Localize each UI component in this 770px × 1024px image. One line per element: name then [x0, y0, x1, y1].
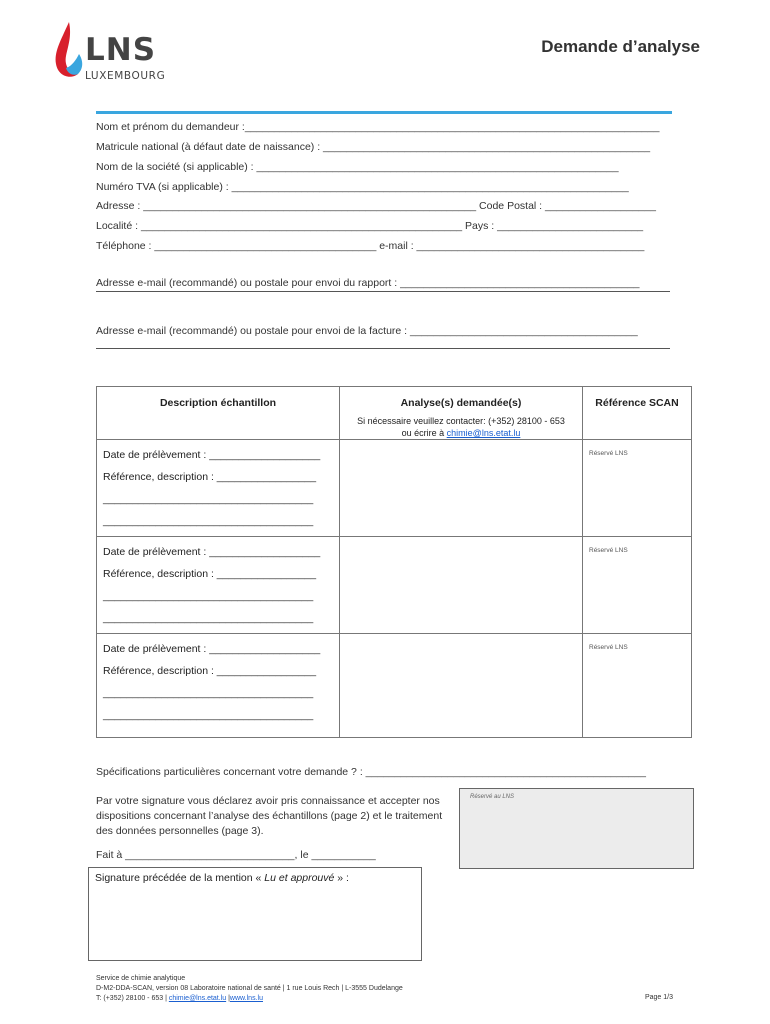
sample-extra-line[interactable]: ____________________________________	[103, 590, 314, 602]
col-header-description: Description échantillon	[97, 387, 340, 440]
scan-reference-cell: Réservé LNS	[583, 634, 692, 738]
invoice-address-field[interactable]: Adresse e-mail (recommandé) ou postale pour envoi de la facture : _______________________________________	[96, 325, 638, 337]
footer-email-link[interactable]: chimie@lns.etat.lu	[168, 995, 227, 1002]
sample-row	[97, 634, 692, 738]
sample-description-cell[interactable]	[97, 634, 340, 738]
footer-document-info: D-M2-DDA-SCAN, version 08 Laboratoire national de santé | 1 rue Louis Rech | L-3555 Dudelange	[96, 985, 403, 992]
sample-extra-line[interactable]: ____________________________________	[103, 515, 314, 527]
header-divider	[96, 111, 672, 114]
sample-reference-field[interactable]: Référence, description : _________________	[103, 471, 317, 483]
col-header-reference: Référence SCAN	[583, 387, 692, 440]
col-header-analyses: Analyse(s) demandée(s) Si nécessaire veuillez contacter: (+352) 28100 - 653 ou écrire à chimie@lns.etat.lu	[340, 387, 583, 440]
sample-extra-line[interactable]: ____________________________________	[103, 493, 314, 505]
address-postal-code-field[interactable]: Adresse : _________________________________________________________ Code Postal : ___________________	[96, 200, 656, 212]
requested-analyses-cell[interactable]	[340, 537, 583, 634]
samples-table	[96, 386, 692, 738]
sampling-date-field[interactable]: Date de prélèvement : ___________________	[103, 449, 321, 461]
vat-number-field[interactable]: Numéro TVA (si applicable) : ____________________________________________________________________	[96, 181, 629, 193]
sample-description-cell[interactable]	[97, 440, 340, 537]
scan-reference-cell: Réservé LNS	[583, 440, 692, 537]
requested-analyses-cell[interactable]	[340, 634, 583, 738]
phone-email-field[interactable]: Téléphone : ______________________________________ e-mail : _______________________________________	[96, 240, 645, 252]
footer-website-link[interactable]: www.lns.lu	[229, 995, 263, 1002]
report-address-line[interactable]	[96, 291, 670, 292]
logo-subtitle: LUXEMBOURG	[85, 70, 166, 82]
signature-box[interactable]	[88, 867, 422, 961]
contact-email-prefix: ou écrire à	[401, 428, 447, 438]
sample-reference-field[interactable]: Référence, description : _________________	[103, 665, 317, 677]
report-address-field[interactable]: Adresse e-mail (recommandé) ou postale pour envoi du rapport : _________________________________________	[96, 277, 640, 289]
requester-name-field[interactable]: Nom et prénom du demandeur :_______________________________________________________________________	[96, 121, 660, 133]
consent-text: Par votre signature vous déclarez avoir pris connaissance et accepter nos dispositions concernant l’analyse des échantillons (page 2) et le traitement des données personnelles (page 3).	[96, 795, 443, 837]
page-title: Demande d’analyse	[541, 37, 700, 56]
lns-reserved-box	[459, 788, 694, 869]
sample-extra-line[interactable]: ____________________________________	[103, 709, 314, 721]
footer-service: Service de chimie analytique	[96, 975, 186, 982]
lns-reserved-label: Réservé au LNS	[470, 794, 515, 800]
invoice-address-line[interactable]	[96, 348, 670, 349]
city-country-field[interactable]: Localité : _______________________________________________________ Pays : _________________________	[96, 220, 644, 232]
contact-phone-note: Si nécessaire veuillez contacter: (+352) 28100 - 653	[357, 416, 565, 426]
specifications-field[interactable]: Spécifications particulières concernant votre demande ? : ________________________________________________	[96, 766, 646, 778]
page-number: Page 1/3	[644, 994, 673, 1001]
place-date-field[interactable]: Fait à _____________________________, le ___________	[96, 849, 376, 861]
logo-wordmark: LNS	[85, 32, 157, 68]
sampling-date-field[interactable]: Date de prélèvement : ___________________	[103, 546, 321, 558]
signature-label: Signature précédée de la mention « Lu et approuvé » :	[95, 872, 349, 884]
lns-logo-icon	[52, 20, 84, 86]
company-name-field[interactable]: Nom de la société (si applicable) : ______________________________________________________________	[96, 161, 619, 173]
sample-description-cell[interactable]	[97, 537, 340, 634]
sample-extra-line[interactable]: ____________________________________	[103, 612, 314, 624]
sample-row	[97, 537, 692, 634]
requested-analyses-cell[interactable]	[340, 440, 583, 537]
sampling-date-field[interactable]: Date de prélèvement : ___________________	[103, 643, 321, 655]
scan-reference-cell: Réservé LNS	[583, 537, 692, 634]
sample-extra-line[interactable]: ____________________________________	[103, 687, 314, 699]
contact-email-link[interactable]: chimie@lns.etat.lu	[446, 428, 521, 438]
sample-reference-field[interactable]: Référence, description : _________________	[103, 568, 317, 580]
sample-row	[97, 440, 692, 537]
footer-contact: T: (+352) 28100 - 653 | chimie@lns.etat.lu |www.lns.lu	[96, 995, 263, 1002]
national-id-field[interactable]: Matricule national (à défaut date de naissance) : ________________________________________________________	[96, 141, 651, 153]
